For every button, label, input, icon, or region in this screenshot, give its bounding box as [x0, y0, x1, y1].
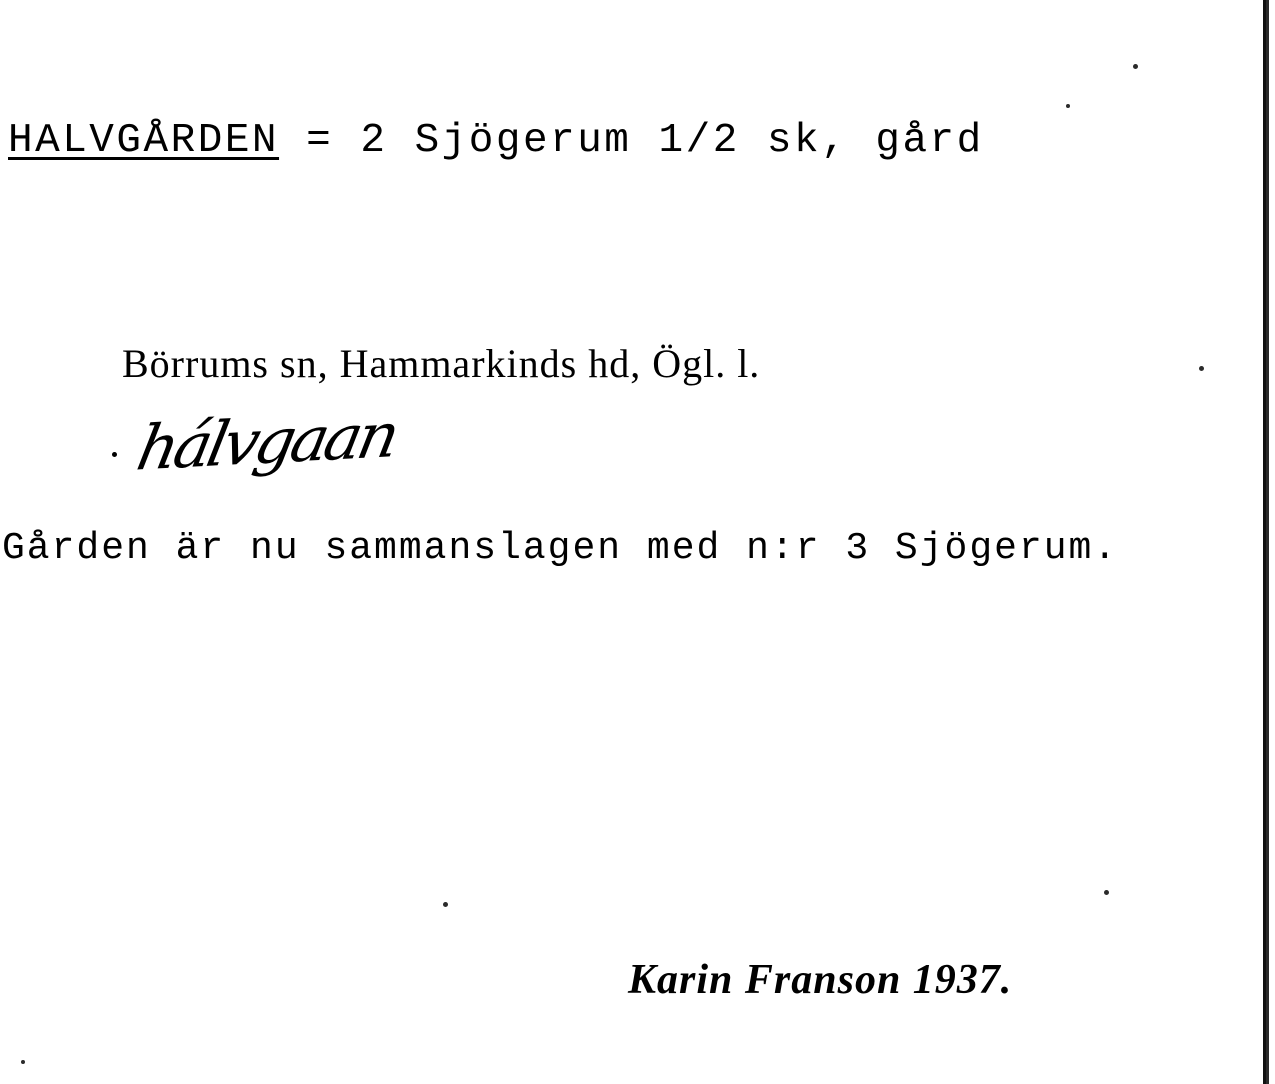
headword-qualifier: = 2 Sjögerum 1/2 sk, gård	[279, 118, 984, 164]
ink-dot	[112, 452, 117, 457]
scan-speck	[1066, 104, 1070, 108]
note-text: Gården är nu sammanslagen med n:r 3 Sjögerum.	[2, 527, 1119, 570]
card-right-edge	[1263, 0, 1269, 1084]
headword: HALVGÅRDEN	[8, 118, 280, 164]
scan-speck	[1104, 890, 1109, 895]
parish-line: Börrums sn, Hammarkinds hd, Ögl. l.	[122, 341, 761, 386]
headword-line	[8, 118, 984, 164]
scan-speck	[1199, 366, 1204, 371]
scan-speck	[21, 1060, 25, 1064]
scan-speck	[1133, 64, 1138, 69]
card-right-edge-inner	[1266, 0, 1269, 1084]
collector-signature: Karin Franson 1937.	[628, 957, 1013, 1003]
scan-speck	[443, 902, 448, 907]
pronunciation-handwriting: hálvgaan	[131, 398, 402, 485]
